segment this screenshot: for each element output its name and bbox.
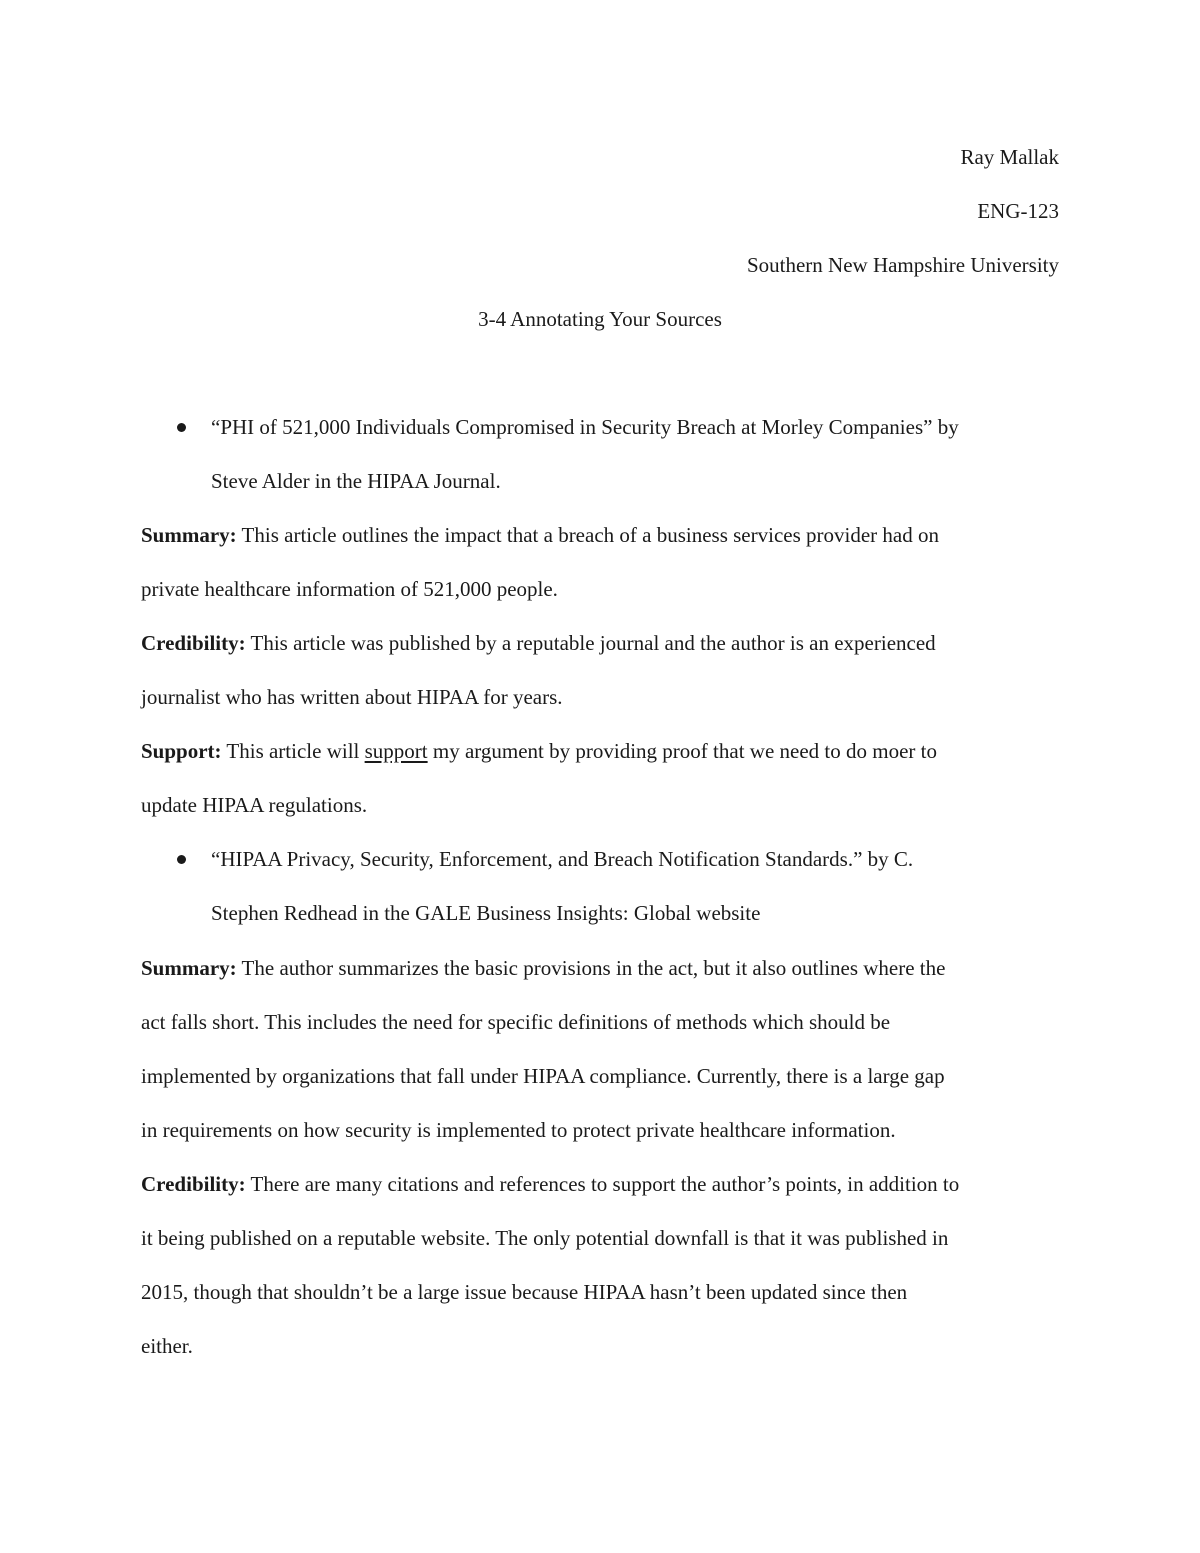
credibility-text: This article was published by a reputable journal and the author is an experienced [245, 631, 936, 655]
bullet-icon [177, 855, 186, 864]
source-2-credibility [141, 1174, 959, 1195]
source-2-summary-cont: implemented by organizations that fall under HIPAA compliance. Currently, there is a large gap [141, 1064, 945, 1088]
source-2-credibility-cont: it being published on a reputable website. The only potential downfall is that it was published in [141, 1226, 949, 1250]
credibility-label: Credibility: [141, 631, 246, 655]
source-2-summary [141, 958, 945, 979]
summary-label: Summary: [141, 523, 237, 547]
school-name: Southern New Hampshire University [746, 253, 1059, 277]
support-text-pre: This article will [221, 739, 365, 763]
support-underlined-word: support [364, 739, 428, 763]
source-1-summary [141, 525, 939, 546]
source-2-citation-cont: Stephen Redhead in the GALE Business Insights: Global website [211, 901, 761, 925]
author-name: Ray Mallak [960, 145, 1059, 169]
source-2-summary-cont: act falls short. This includes the need for specific definitions of methods which should be [141, 1010, 891, 1034]
source-1-support-cont: update HIPAA regulations. [141, 793, 368, 817]
source-1-credibility-cont: journalist who has written about HIPAA for years. [141, 685, 563, 709]
source-2-summary-cont: in requirements on how security is implemented to protect private healthcare information. [141, 1118, 896, 1142]
summary-label: Summary: [141, 956, 237, 980]
bullet-icon [177, 423, 186, 432]
source-1-summary-cont: private healthcare information of 521,000 people. [141, 577, 558, 601]
support-text-post: my argument by providing proof that we need to do moer to [427, 739, 937, 763]
credibility-text: There are many citations and references to support the author’s points, in addition to [245, 1172, 960, 1196]
page-title: 3-4 Annotating Your Sources [478, 307, 722, 331]
source-2-citation: “HIPAA Privacy, Security, Enforcement, and Breach Notification Standards.” by C. [211, 847, 914, 871]
source-1-support [141, 741, 937, 762]
summary-text: This article outlines the impact that a breach of a business services provider had on [236, 523, 939, 547]
source-1-credibility [141, 633, 936, 654]
source-1-citation-cont: Steve Alder in the HIPAA Journal. [211, 469, 501, 493]
source-1-citation: “PHI of 521,000 Individuals Compromised in Security Breach at Morley Companies” by [211, 415, 959, 439]
summary-text: The author summarizes the basic provisions in the act, but it also outlines where the [236, 956, 946, 980]
source-2-credibility-cont: 2015, though that shouldn’t be a large issue because HIPAA hasn’t been updated since then [141, 1280, 908, 1304]
source-2-credibility-cont: either. [141, 1334, 193, 1358]
support-label: Support: [141, 739, 222, 763]
credibility-label: Credibility: [141, 1172, 246, 1196]
course-code: ENG-123 [977, 199, 1059, 223]
